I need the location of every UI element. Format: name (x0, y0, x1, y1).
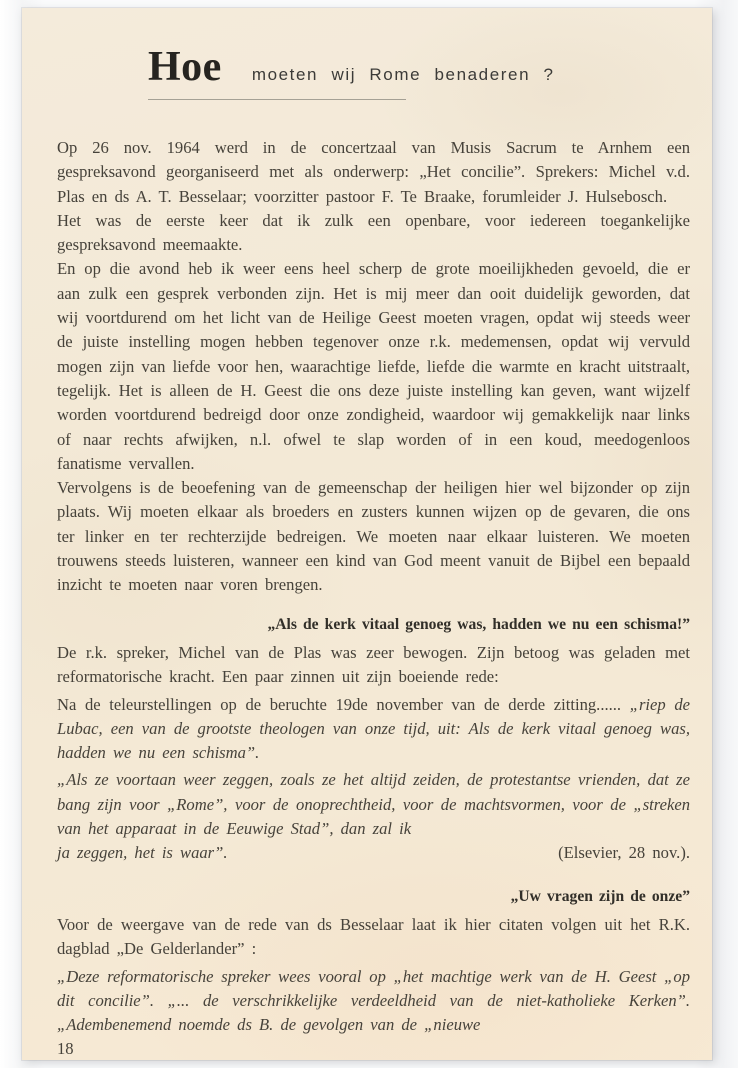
paragraph-first-time: Het was de eerste keer dat ik zulk een openbare, voor iedereen toegankelijke gespreksavond meemaakte. (57, 210, 690, 255)
paragraph-lubac-quote (57, 693, 690, 766)
quote-attribution: (Elsevier, 28 nov.). (558, 843, 690, 863)
section-heading-vragen: „Uw vragen zijn de onze” (510, 887, 690, 905)
article-body (57, 136, 690, 1062)
section-heading-schisma: „Als de kerk vitaal genoeg was, hadden we nu een schisma!” (267, 615, 690, 633)
paragraph-community: Vervolgens is de beoefening van de gemeenschap der heiligen hier wel bijzonder op zijn plaats. Wij moeten elkaar als broeders en zusters kunnen wijzen op de gevaren, die ons ter linker en ter rechterzijde bedreigen. We moeten naar elkaar luisteren. We moeten trouwens steeds luisteren, wanneer een kind van God meent vanuit de Bijbel een bepaald inzicht te moeten naar voren brengen. (57, 478, 690, 595)
quote-lastline-text: ja zeggen, het is waar”. (57, 843, 228, 863)
quote-lead-roman: Na de teleurstellingen op de beruchte 19de november van de derde zitting...... (57, 694, 622, 714)
book-page (22, 8, 712, 1060)
paragraph-gelderlander-intro: Voor de weergave van de rede van ds Besselaar laat ik hier citaten volgen uit het R.K. dagblad „De Gelderlander” : (57, 914, 690, 959)
paragraph-gelderlander-quote: „Deze reformatorische spreker wees vooral op „het machtige werk van de H. Geest „op dit concilie”. „... de verschrikkelijke verdeeldheid van de niet-katholieke Kerken”. „Adembenemend noemde ds B. de gevolgen van de „nieuwe (57, 966, 690, 1035)
article-title-word: Hoe (148, 44, 222, 90)
paragraph-speaker: De r.k. spreker, Michel van de Plas was zeer bewogen. Zijn betoog was geladen met reformatorische kracht. Een paar zinnen uit zijn boeiende rede: (57, 642, 690, 687)
page-number: 18 (57, 1039, 74, 1059)
title-underline (148, 99, 406, 100)
quote-italic: „riep de Lubac, een van de grootste theologen van onze tijd, uit: Als de kerk vitaal genoeg was, hadden we nu een schisma”. (57, 694, 690, 763)
quote-lastline (57, 841, 690, 865)
paragraph-rome-quote: „Als ze voortaan weer zeggen, zoals ze het altijd zeiden, de protestantse vrienden, dat ze bang zijn voor „Rome”, voor de onoprechtheid, voor de machtsvormen, voor de „streken van het apparaat in de Eeuwige Stad”, dan zal ik (57, 770, 690, 839)
article-title-subtitle: moeten wij Rome benaderen ? (251, 65, 555, 84)
article-header (148, 46, 690, 88)
paragraph-intro: Op 26 nov. 1964 werd in de concertzaal van Musis Sacrum te Arnhem een gespreksavond georganiseerd met als onderwerp: „Het concilie”. Sprekers: Michel v.d. Plas en ds A. T. Besselaar; voorzitter pastoor F. Te Braake, forumleider J. Hulsebosch. (57, 138, 690, 206)
paragraph-difficulties: En op die avond heb ik weer eens heel scherp de grote moeilijkheden gevoeld, die er aan zulk een gesprek verbonden zijn. Het is mij meer dan ooit duidelijk geworden, dat wij voortdurend om het licht van de Heilige Geest moeten vragen, opdat wij steeds weer de juiste instelling mogen hebben tegenover onze r.k. medemensen, opdat wij vervuld mogen zijn van liefde voor hen, waarachtige liefde, liefde die warmte en kracht uitstraalt, tegelijk. Het is alleen de H. Geest die ons deze juiste instelling kan geven, want wijzelf worden voortdurend bedreigd door onze zondigheid, waardoor wij gemakkelijk naar links of naar rechts afwijken, n.l. ofwel te slap worden of in een koud, meedogenloos fanatisme vervallen. (57, 259, 690, 473)
